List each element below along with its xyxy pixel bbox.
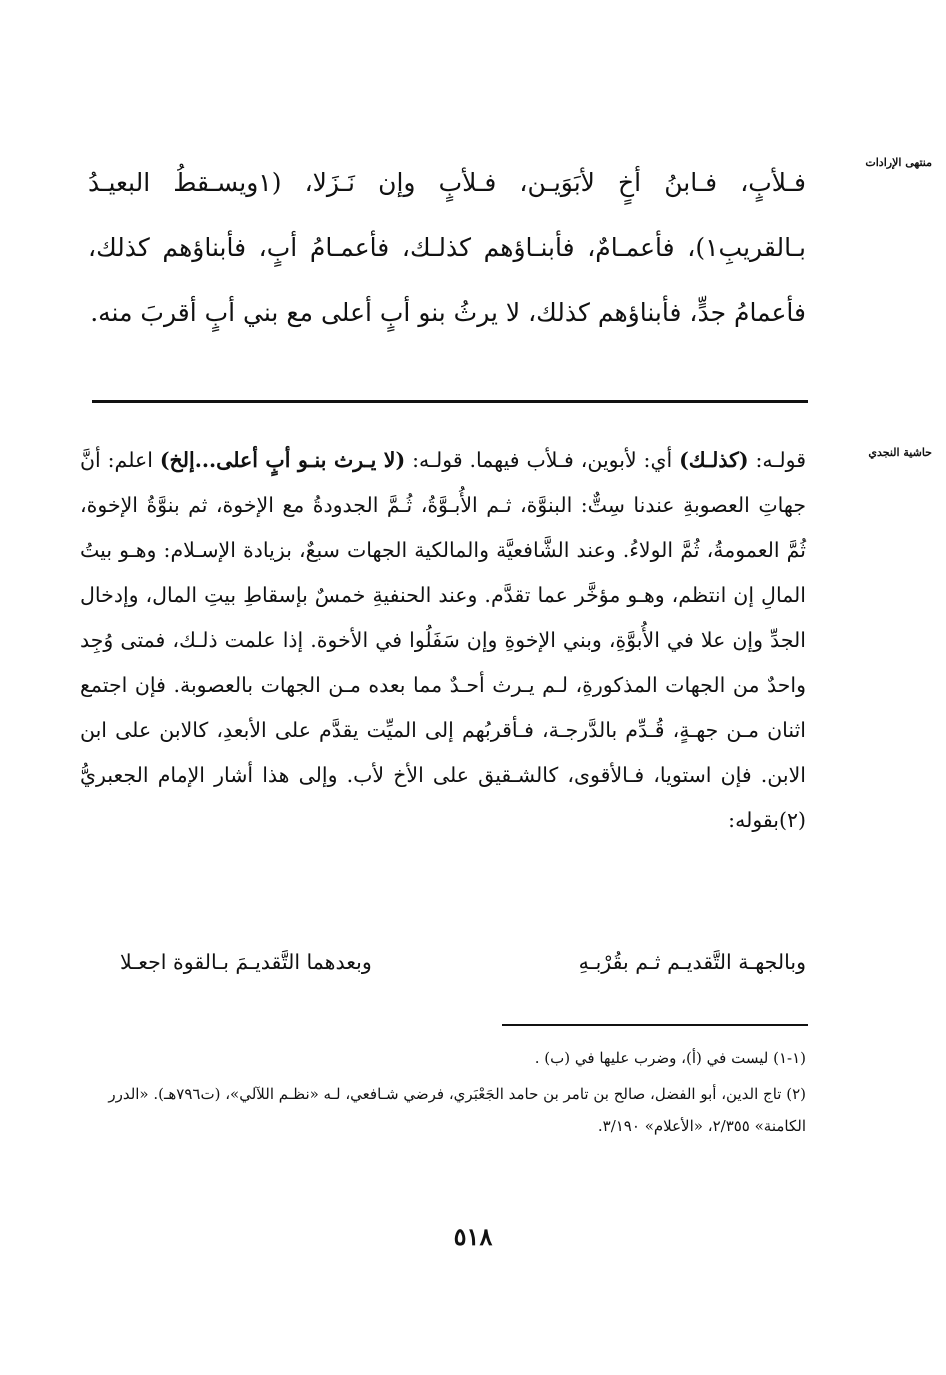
footnote-1: (١-١) ليست في (أ)، وضرب عليها في (ب) . (534, 1049, 806, 1067)
page-number: ٥١٨ (453, 1222, 493, 1251)
verse-second-hemistich: وبعدهما التَّقديـمَ بـالقوة اجعـلا (120, 950, 372, 974)
hashiya-body: اعلم: أنَّ جهاتِ العصوبةِ عندنا سِتٌّ: البنوَّة، ثـم الأُبـوَّةُ، ثُـمَّ الجدودةُ مع الإخوة، ثم بنوَّةُ الإخوة، ثُمَّ العمومةُ، ثُمَّ الولاءُ. وعند الشَّافعيَّة والمالكية الجهات سبعٌ، بزيادة الإسـلام: وهـو بيتُ المالِ إن انتظم، وهـو مؤخَّر عما تقدَّم. وعند الحنفيةِ خمسٌ بإسقاطِ بيتِ المال، وإدخال الجدِّ وإن علا في الأُبوَّةِ، وبني الإخوةِ وإن سَفَلُوا في الأخوة. إذا علمت ذلـك، فمتى وُجِد واحدٌ من الجهات المذكورةِ، لـم يـرث أحـدٌ مما بعده مـن الجهات بالعصوبة. فإن اجتمع اثنان مـن جهـةٍ، قُـدِّم بالدَّرجـة، فـأقربُهم إلى الميِّت يقدَّم على الأبعدِ، كالابن على ابن الابن. فإن استويا، فـالأقوى، كالشـقيق على الأخ لأب. وإلى هذا أشار الإمام الجعبريُّ (٢)بقوله: (80, 448, 806, 832)
matn-paragraph: فـلأبٍ، فـابنُ أخٍ لأبَوَيـن، فـلأبٍ وإن نَـزَلا، (١ويسـقطُ البعيـدُ بـالقريبِ١)، فأعمـامٌ، فأبنـاؤهم كذلـك، فأعمـامُ أبٍ، فأبناؤهم كذلك، فأعمامُ جدٍّ، فأبناؤهم كذلك، لا يرثُ بنو أبٍ أعلى مع بني أبٍ أقربَ منه. (88, 168, 806, 327)
footnotes (84, 1042, 806, 1146)
hashiya-after-lemma: أي: لأبوين، فـلأب فيهما. قولـه: (405, 448, 680, 472)
hashiya-text-block (80, 438, 806, 843)
section-divider (92, 400, 808, 403)
hashiya-lemma-la-yarith: (لا يـرث بنـو أبٍ أعلى...إلخ) (159, 448, 406, 472)
poetry-verse (120, 942, 806, 982)
hashiya-side-label: حاشية النجدي (868, 446, 932, 459)
hashiya-lemma-kadhalik: (كذلـك) (679, 448, 749, 472)
matn-side-label: منتهى الإرادات (865, 156, 932, 169)
footnote-2: (٢) تاج الدين، أبو الفضل، صالح بن تامر بن حامد الجَعْبَري، فرضي شـافعي، لـه «نظـم اللآلي»، (ت٧٩٦هـ). «الدرر الكامنة» ٢/٣٥٥، «الأعلام» ٣/١٩٠. (108, 1085, 806, 1135)
matn-text-block (88, 150, 806, 345)
verse-first-hemistich: وبالجهـة التَّقديـم ثـم بقُرْبـهِ (578, 950, 806, 974)
footnote-divider (502, 1024, 808, 1026)
hashiya-paragraph (80, 438, 806, 843)
hashiya-intro: قولـه: (748, 448, 807, 472)
